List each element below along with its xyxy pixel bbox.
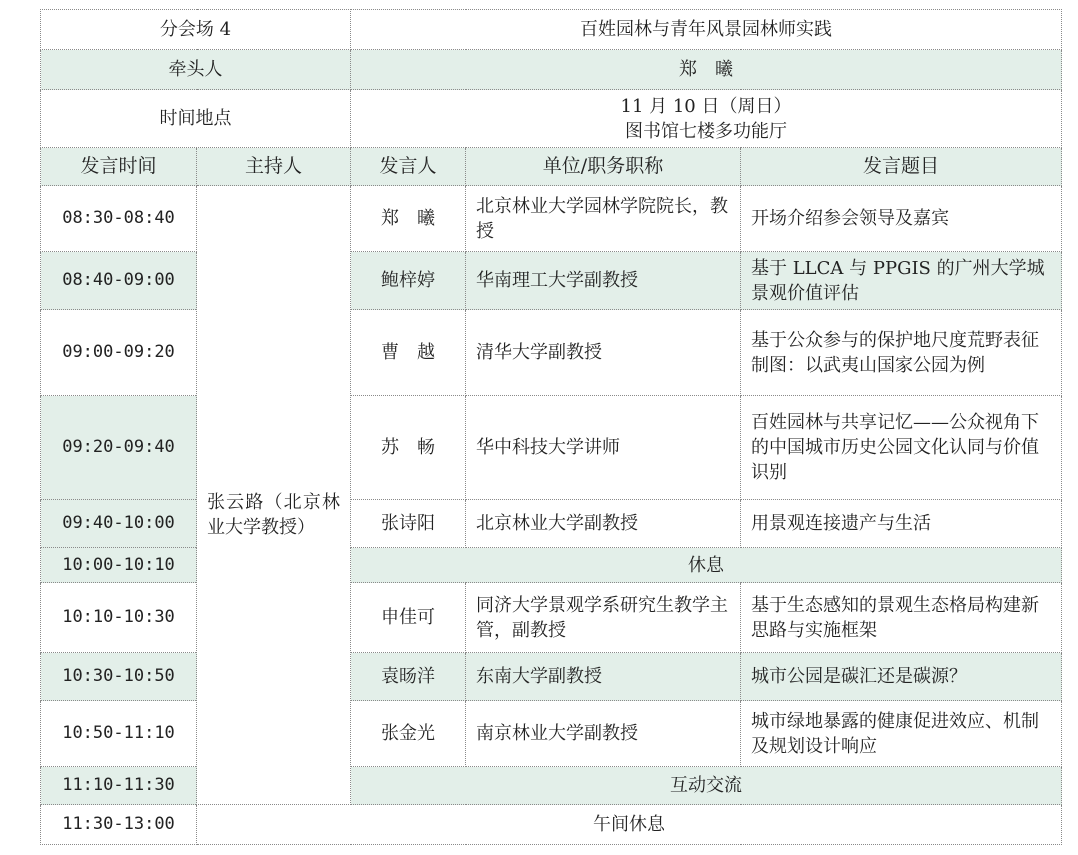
table-row — [41, 186, 1062, 252]
time-cell: 11:10-11:30 — [41, 767, 197, 805]
header-unit: 单位/职务职称 — [466, 148, 741, 186]
time-cell: 08:40-09:00 — [41, 252, 197, 310]
unit-cell: 南京林业大学副教授 — [466, 701, 741, 767]
unit-cell: 东南大学副教授 — [466, 653, 741, 701]
table-row — [41, 701, 1062, 767]
unit-cell: 同济大学景观学系研究生教学主管，副教授 — [466, 583, 741, 653]
venue-row — [41, 90, 1062, 148]
topic-cell: 城市绿地暴露的健康促进效应、机制及规划设计响应 — [741, 701, 1062, 767]
table-row — [41, 310, 1062, 396]
table-row — [41, 653, 1062, 701]
table-row — [41, 500, 1062, 548]
break-cell: 互动交流 — [351, 767, 1062, 805]
speaker-cell: 张诗阳 — [351, 500, 466, 548]
venue-label: 时间地点 — [41, 90, 351, 148]
table-row — [41, 767, 1062, 805]
break-cell: 休息 — [351, 548, 1062, 583]
topic-cell: 基于公众参与的保护地尺度荒野表征制图：以武夷山国家公园为例 — [741, 310, 1062, 396]
speaker-cell: 曹 越 — [351, 310, 466, 396]
topic-cell: 基于生态感知的景观生态格局构建新思路与实施框架 — [741, 583, 1062, 653]
venue-place: 图书馆七楼多功能厅 — [625, 120, 787, 142]
speaker-cell: 鲍梓婷 — [351, 252, 466, 310]
session-label: 分会场 4 — [41, 10, 351, 50]
time-cell: 10:50-11:10 — [41, 701, 197, 767]
header-speaker: 发言人 — [351, 148, 466, 186]
speaker-cell: 张金光 — [351, 701, 466, 767]
time-cell: 09:40-10:00 — [41, 500, 197, 548]
time-cell: 09:20-09:40 — [41, 396, 197, 500]
topic-cell: 开场介绍参会领导及嘉宾 — [741, 186, 1062, 252]
schedule-table — [40, 9, 1062, 845]
table-row — [41, 805, 1062, 845]
session-row — [41, 10, 1062, 50]
unit-cell: 华中科技大学讲师 — [466, 396, 741, 500]
topic-cell: 城市公园是碳汇还是碳源？ — [741, 653, 1062, 701]
lead-label: 牵头人 — [41, 50, 351, 90]
time-cell: 09:00-09:20 — [41, 310, 197, 396]
time-cell: 08:30-08:40 — [41, 186, 197, 252]
venue-date: 11 月 10 日（周日） — [620, 95, 792, 117]
unit-cell: 清华大学副教授 — [466, 310, 741, 396]
topic-cell: 百姓园林与共享记忆——公众视角下的中国城市历史公园文化认同与价值识别 — [741, 396, 1062, 500]
unit-cell: 北京林业大学副教授 — [466, 500, 741, 548]
host-cell: 张云路（北京林业大学教授） — [197, 186, 351, 805]
speaker-cell: 苏 畅 — [351, 396, 466, 500]
speaker-cell: 郑 曦 — [351, 186, 466, 252]
lead-row — [41, 50, 1062, 90]
table-row — [41, 252, 1062, 310]
table-row — [41, 548, 1062, 583]
session-title: 百姓园林与青年风景园林师实践 — [351, 10, 1062, 50]
topic-cell: 基于 LLCA 与 PPGIS 的广州大学城景观价值评估 — [741, 252, 1062, 310]
header-time: 发言时间 — [41, 148, 197, 186]
unit-cell: 华南理工大学副教授 — [466, 252, 741, 310]
header-host: 主持人 — [197, 148, 351, 186]
table-row — [41, 583, 1062, 653]
header-row — [41, 148, 1062, 186]
lead-value: 郑 曦 — [351, 50, 1062, 90]
time-cell: 10:00-10:10 — [41, 548, 197, 583]
break-cell: 午间休息 — [197, 805, 1062, 845]
time-cell: 10:30-10:50 — [41, 653, 197, 701]
venue-value — [351, 90, 1062, 148]
speaker-cell: 袁旸洋 — [351, 653, 466, 701]
speaker-cell: 申佳可 — [351, 583, 466, 653]
topic-cell: 用景观连接遗产与生活 — [741, 500, 1062, 548]
time-cell: 10:10-10:30 — [41, 583, 197, 653]
unit-cell: 北京林业大学园林学院院长，教授 — [466, 186, 741, 252]
time-cell: 11:30-13:00 — [41, 805, 197, 845]
table-row — [41, 396, 1062, 500]
header-topic: 发言题目 — [741, 148, 1062, 186]
